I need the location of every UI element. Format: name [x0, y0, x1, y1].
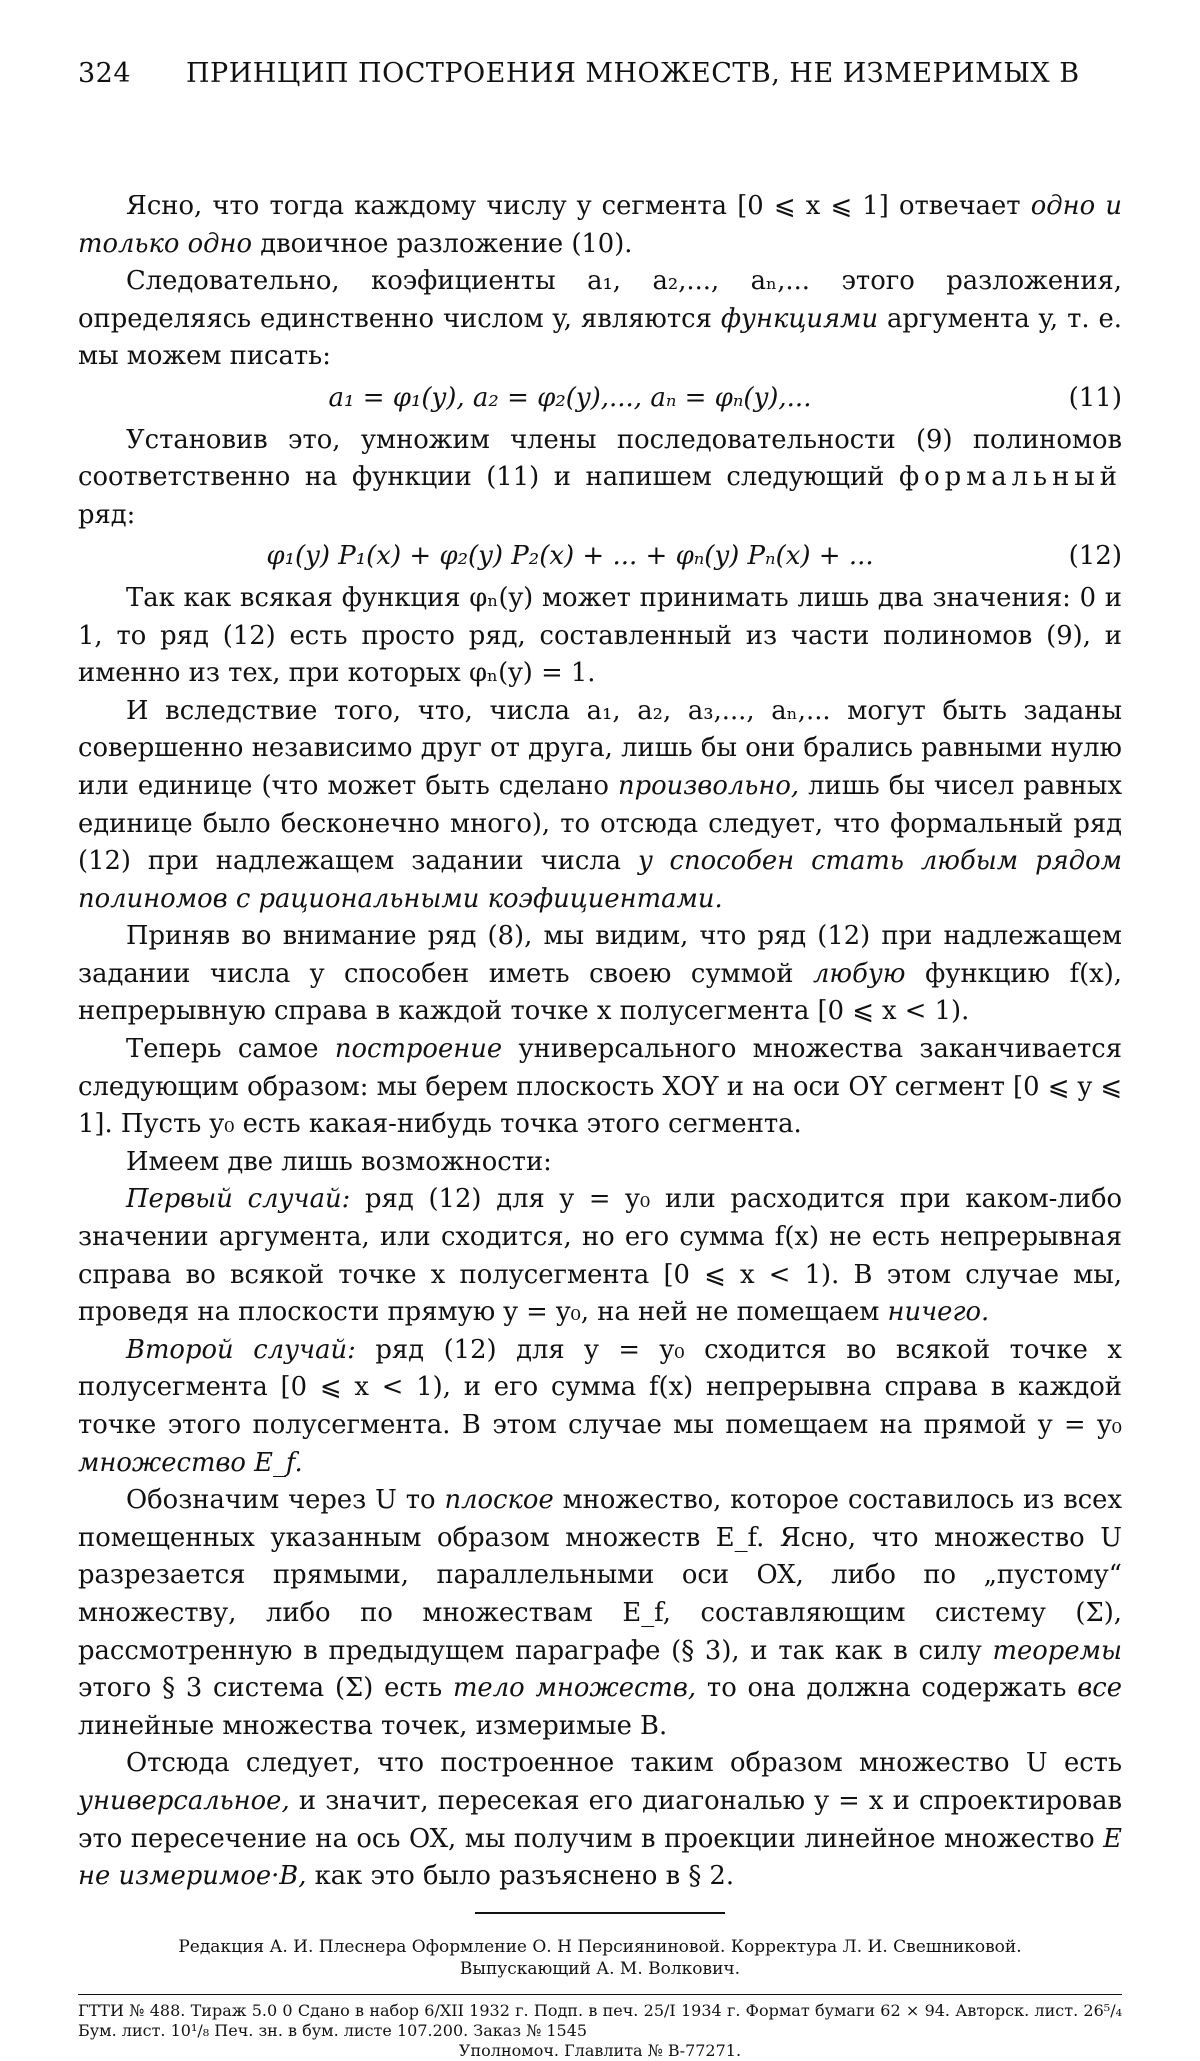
- paragraph-4: Так как всякая функция φₙ(y) может принимать лишь два значения: 0 и 1, то ряд (12) есть просто ряд, составленный из части полиномов (9), и именно из тех, при которых φₙ(y) = 1.: [78, 582, 1122, 689]
- text-run: двоичное разложение (10).: [252, 228, 633, 259]
- imprint-editors: Редакция А. И. Плеснера Оформление О. Н Персияниновой. Корректура Л. И. Свешниковой.: [178, 1936, 1022, 1957]
- emphasis: все: [1077, 1673, 1123, 1704]
- paragraph-10: [78, 1332, 1122, 1482]
- text-run: ряд (12) для y = y₀ сходится во всякой точке x полусегмента [0 ⩽ x < 1), и его сумма f(x) непрерывна справа в каждой точке этого полусегмента. В этом случае мы помещаем на прямой y = y₀: [78, 1334, 1122, 1440]
- emphasis: теоремы: [992, 1635, 1122, 1666]
- text-run: ряд:: [78, 499, 136, 530]
- text-run: множество, которое составилось из всех помещенных указанным образом множеств E_f. Ясно, что множество U разрезается прямыми, параллельными оси OX, либо по „пустому“ множеству, либо по множествам E_f, составляющим систему (Σ), рассмотренную в предыдущем параграфе (§ 3), и так как в силу: [78, 1485, 1122, 1666]
- text-run: Обозначим через U то: [126, 1485, 445, 1516]
- emphasis: Первый случай:: [126, 1184, 351, 1215]
- imprint-censor: Уполномоч. Главлита № В-77271.: [458, 2040, 742, 2060]
- imprint-issuer: Выпускающий А. М. Волкович.: [459, 1958, 741, 1979]
- paragraph-8: Имеем две лишь возможности:: [126, 1146, 552, 1177]
- text-run: аргумента y, т. е. мы можем писать:: [78, 303, 1122, 372]
- text-run: как это было разъяснено в § 2.: [306, 1861, 735, 1892]
- text-run: Отсюда следует, что построенное таким образом множество U есть: [126, 1748, 1122, 1779]
- editorial-imprint: [78, 1936, 1122, 1980]
- emphasis: плоское: [444, 1485, 554, 1516]
- text-run: Приняв во внимание ряд (8), мы видим, что ряд (12) при надлежащем задании числа y способен иметь своею суммой: [78, 921, 1122, 989]
- paragraph-6: [78, 918, 1122, 1031]
- text-run: этого § 3 система (Σ) есть: [78, 1673, 453, 1704]
- text-run: то она должна содержать: [696, 1673, 1078, 1704]
- equation-expression: φ₁(y) P₁(x) + φ₂(y) P₂(x) + ... + φₙ(y) Pₙ(x) + ...: [266, 541, 874, 572]
- paragraph-12: [78, 1745, 1122, 1895]
- main-text: [78, 188, 1122, 1896]
- emphasis: множество E_f.: [78, 1447, 303, 1478]
- text-run: Установив это, умножим члены последовательности (9) полиномов соответственно на функции (11) и напишем следующий: [78, 424, 1122, 493]
- text-run: лишь бы чисел равных единице было бесконечно много), то отсюда следует, что формальный ряд (12) при надлежащем задании числа: [78, 770, 1123, 877]
- publication-imprint: [78, 1994, 1122, 2061]
- equation-12: [78, 538, 1122, 576]
- text-run: Следовательно, коэфициенты a₁, a₂,..., aₙ,... этого разложения, определяясь единственно числом y, являются: [78, 266, 1122, 334]
- emphasis: построение: [334, 1034, 503, 1065]
- text-run: Ясно, что тогда каждому числу y сегмента [0 ⩽ x ⩽ 1] отвечает: [126, 191, 1031, 221]
- emphasis: одно и только одно: [78, 191, 1123, 259]
- emphasis: y способен стать любым рядом полиномов с рациональными коэфициентами.: [78, 846, 1122, 914]
- paragraph-9: [78, 1181, 1122, 1331]
- running-title: ПРИНЦИП ПОСТРОЕНИЯ МНОЖЕСТВ, НЕ ИЗМЕРИМЫХ В: [186, 58, 1080, 89]
- equation-tag: (12): [1068, 541, 1122, 572]
- emphasis: функциями: [720, 303, 879, 334]
- emphasis: тело множеств,: [452, 1673, 697, 1704]
- spaced-emphasis: формальный: [898, 462, 1122, 493]
- emphasis: Второй случай:: [126, 1334, 356, 1365]
- equation-tag: (11): [1068, 382, 1122, 413]
- text-run: функцию f(x), непрерывную справа в каждой точке x полусегмента [0 ⩽ x < 1).: [78, 958, 1122, 1027]
- page-number: 324: [78, 58, 132, 89]
- paragraph-2: [78, 263, 1122, 376]
- text-run: Теперь самое: [126, 1034, 335, 1065]
- paragraph-11: [78, 1482, 1122, 1745]
- emphasis: E не измеримое·B,: [78, 1823, 1122, 1892]
- paragraph-7: [78, 1031, 1122, 1144]
- text-run: И вследствие того, что, числа a₁, a₂, a₃,..., aₙ,... могут быть заданы совершенно независимо друг от друга, лишь бы они брались равными нулю или единице (что может быть сделано: [78, 695, 1122, 801]
- text-run: линейные множества точек, измеримые B.: [78, 1710, 668, 1741]
- emphasis: произвольно,: [617, 770, 800, 801]
- running-header: [78, 58, 1122, 118]
- emphasis: любую: [812, 958, 906, 989]
- equation-11: [78, 380, 1122, 418]
- text-run: и значит, пересекая его диагональю y = x и спроектировав это пересечение на ось OX, мы получим в проекции линейное множество: [78, 1785, 1122, 1854]
- text-run: ряд (12) для y = y₀ или расходится при каком-либо значении аргумента, или сходится, но его сумма f(x) не есть непрерывная справа во всякой точке x полусегмента [0 ⩽ x < 1). В этом случае мы, проведя на плоскости прямую y = y₀, на ней не помещаем: [78, 1184, 1123, 1328]
- paragraph-1: [78, 188, 1122, 263]
- emphasis: ничего.: [887, 1297, 990, 1328]
- paragraph-5: [78, 693, 1122, 919]
- emphasis: универсальное,: [78, 1785, 290, 1816]
- paragraph-3: [78, 422, 1122, 535]
- text-run: универсального множества заканчивается следующим образом: мы берем плоскость XOY и на оси OY сегмент [0 ⩽ y ⩽ 1]. Пусть y₀ есть какая-нибудь точка этого сегмента.: [78, 1034, 1122, 1140]
- imprint-print-details: ГТТИ № 488. Тираж 5.0 0 Сдано в набор 6/XII 1932 г. Подп. в печ. 25/I 1934 г. Формат бумаги 62 × 94. Авторск. лист. 26⁵/₄ Бум. лист. 10¹/₈ Печ. зн. в бум. листе 107.200. Заказ № 1545: [78, 2000, 1122, 2040]
- closing-rule: [475, 1912, 725, 1914]
- equation-expression: a₁ = φ₁(y), a₂ = φ₂(y),..., aₙ = φₙ(y),...: [328, 382, 812, 413]
